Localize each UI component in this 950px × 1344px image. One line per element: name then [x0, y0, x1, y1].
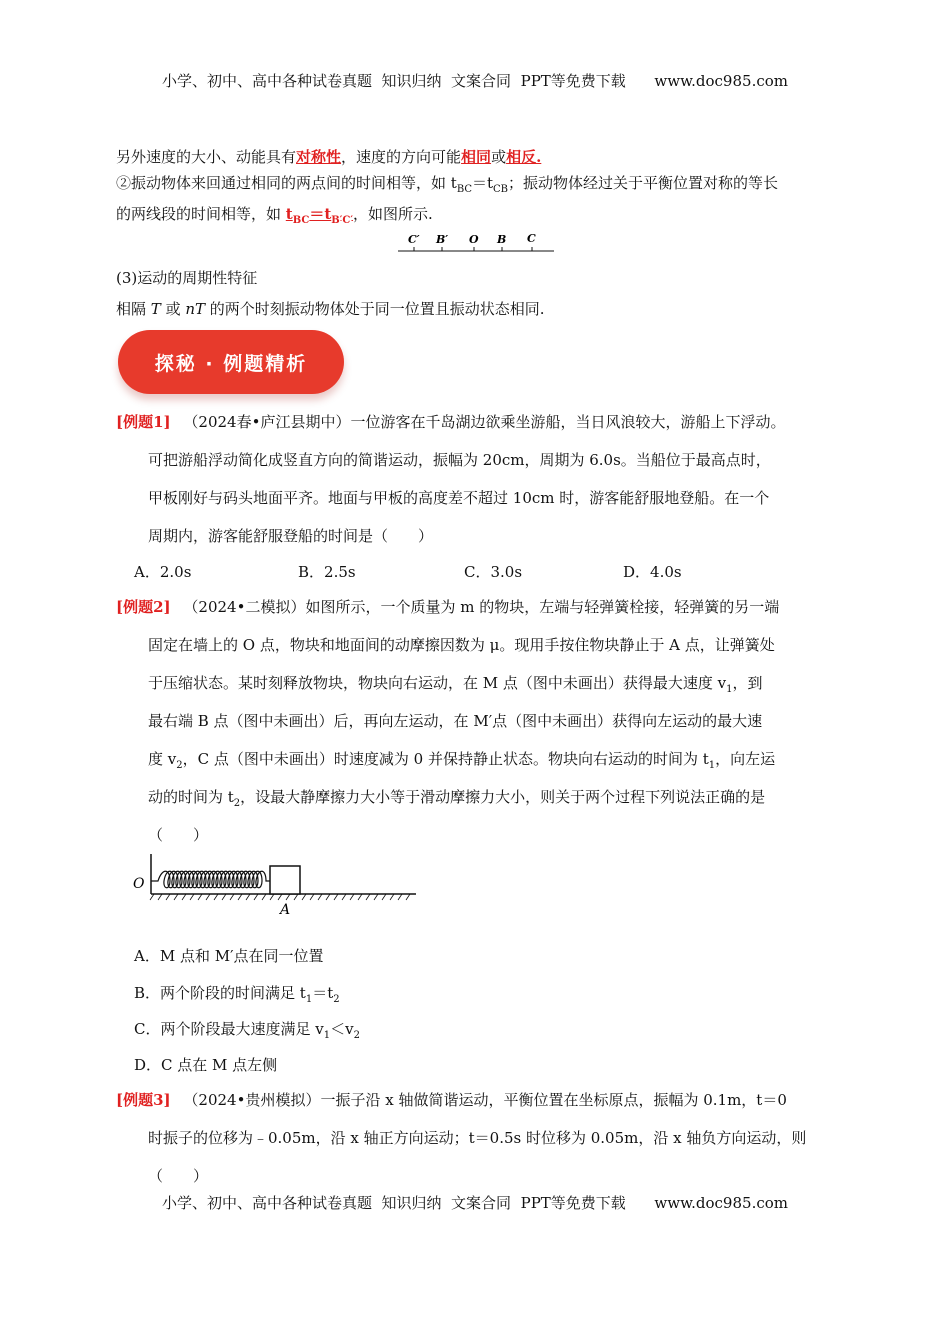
ground-hatching [150, 894, 410, 900]
spring-coil [151, 871, 270, 888]
example-3-line-3: （ ） [148, 1167, 209, 1185]
intro-line-2: ②振动物体来回通过相同的两点间的时间相等，如 $t_{BC}=t_{CB}$；振动物体经过关于平衡位置对称的等长 [116, 174, 779, 195]
label-o: O [469, 233, 479, 246]
example-1-option-d: D．4.0s [623, 563, 682, 581]
example-1-option-c: C．3.0s [464, 563, 523, 581]
highlight-same: 相同 [461, 148, 492, 166]
example-1-line-4: 周期内，游客能舒服登船的时间是（ ） [148, 527, 434, 545]
page-footer: 小学、初中、高中各种试卷真题 知识归纳 文案合同 PPT等免费下载 www.doc985.com [161, 1194, 788, 1212]
label-c: C [527, 232, 536, 245]
example-2-option-c: C．两个阶段最大速度满足 $v_1<v_2$ [134, 1020, 360, 1041]
example-2-line-1: [例题2] （2024•二模拟）如图所示，一个质量为 m 的物块，左端与轻弹簧栓接，轻弹簧的另一端 [116, 598, 780, 616]
example-3-line-2: 时振子的位移为﹣0.05m，沿 x 轴正方向运动；t＝0.5s 时位移为 0.05m，沿 x 轴负方向运动，则 [148, 1129, 807, 1147]
highlight-opposite: 相反. [506, 148, 542, 166]
example-2-option-a: A．M 点和 M′点在同一位置 [134, 947, 324, 965]
example-1-line-3: 甲板刚好与码头地面平齐。地面与甲板的高度差不超过 10cm 时，游客能舒服地登船。在一个 [148, 489, 770, 507]
example-2-line-4: 最右端 B 点（图中未画出）后，再向左运动，在 M′点（图中未画出）获得向左运动的最大速 [148, 712, 763, 730]
example-2-line-5: 度 $v_2$，C 点（图中未画出）时速度减为 0 并保持静止状态。物块向右运动的时间为 $t_1$，向左运 [148, 750, 776, 771]
example-2-option-b: B．两个阶段的时间满足 $t_1=t_2$ [134, 984, 340, 1005]
section-3-title: (3)运动的周期性特征 [116, 269, 258, 287]
example-1-line-1: [例题1] （2024春•庐江县期中）一位游客在千岛湖边欲乘坐游船，当日风浪较大，游船上下浮动。 [116, 413, 786, 431]
example-section-badge: 探秘 · 例题精析 [118, 330, 344, 394]
section-3-body: 相隔 T 或 nT 的两个时刻振动物体处于同一位置且振动状态相同. [116, 300, 545, 318]
point-a-label: A [280, 902, 291, 918]
example-1-option-b: B．2.5s [298, 563, 356, 581]
example-2-line-6: 动的时间为 $t_2$，设最大静摩擦力大小等于滑动摩擦力大小，则关于两个过程下列说法正确的是 [148, 788, 766, 809]
example-1-option-a: A．2.0s [134, 563, 192, 581]
axis-diagram [396, 228, 556, 258]
example-2-option-d: D．C 点在 M 点左侧 [134, 1056, 278, 1074]
label-b: B [497, 233, 507, 246]
spring-diagram [130, 850, 420, 920]
example-2-tag: [例题2] [116, 598, 171, 616]
label-b-prime: B′ [436, 233, 449, 246]
highlight-time-equal: $t_{BC}=t_{B'C'}$ [285, 205, 353, 226]
highlight-symmetry: 对称性 [296, 148, 342, 166]
example-2-line-3: 于压缩状态。某时刻释放物块，物块向右运动，在 M 点（图中未画出）获得最大速度 $v_1$，到 [148, 674, 763, 695]
example-2-line-7: （ ） [148, 826, 209, 844]
label-c-prime: C′ [408, 233, 420, 246]
example-3-line-1: [例题3] （2024•贵州模拟）一振子沿 x 轴做简谐运动，平衡位置在坐标原点，振幅为 0.1m，t＝0 [116, 1091, 787, 1109]
intro-line-3: 的两线段的时间相等，如 $t_{BC}=t_{B'C'}$，如图所示. [116, 205, 433, 226]
wall-point-label: O [133, 876, 145, 892]
intro-line-1: 另外速度的大小、动能具有对称性，速度的方向可能相同或相反. [116, 148, 542, 166]
example-1-tag: [例题1] [116, 413, 171, 431]
example-2-line-2: 固定在墙上的 O 点，物块和地面间的动摩擦因数为 μ。现用手按住物块静止于 A 点，让弹簧处 [148, 636, 775, 654]
example-1-line-2: 可把游船浮动简化成竖直方向的简谐运动，振幅为 20cm，周期为 6.0s。当船位于最高点时， [148, 451, 771, 469]
example-3-tag: [例题3] [116, 1091, 171, 1109]
page-header: 小学、初中、高中各种试卷真题 知识归纳 文案合同 PPT等免费下载 www.doc985.com [161, 72, 788, 90]
block [270, 866, 300, 894]
